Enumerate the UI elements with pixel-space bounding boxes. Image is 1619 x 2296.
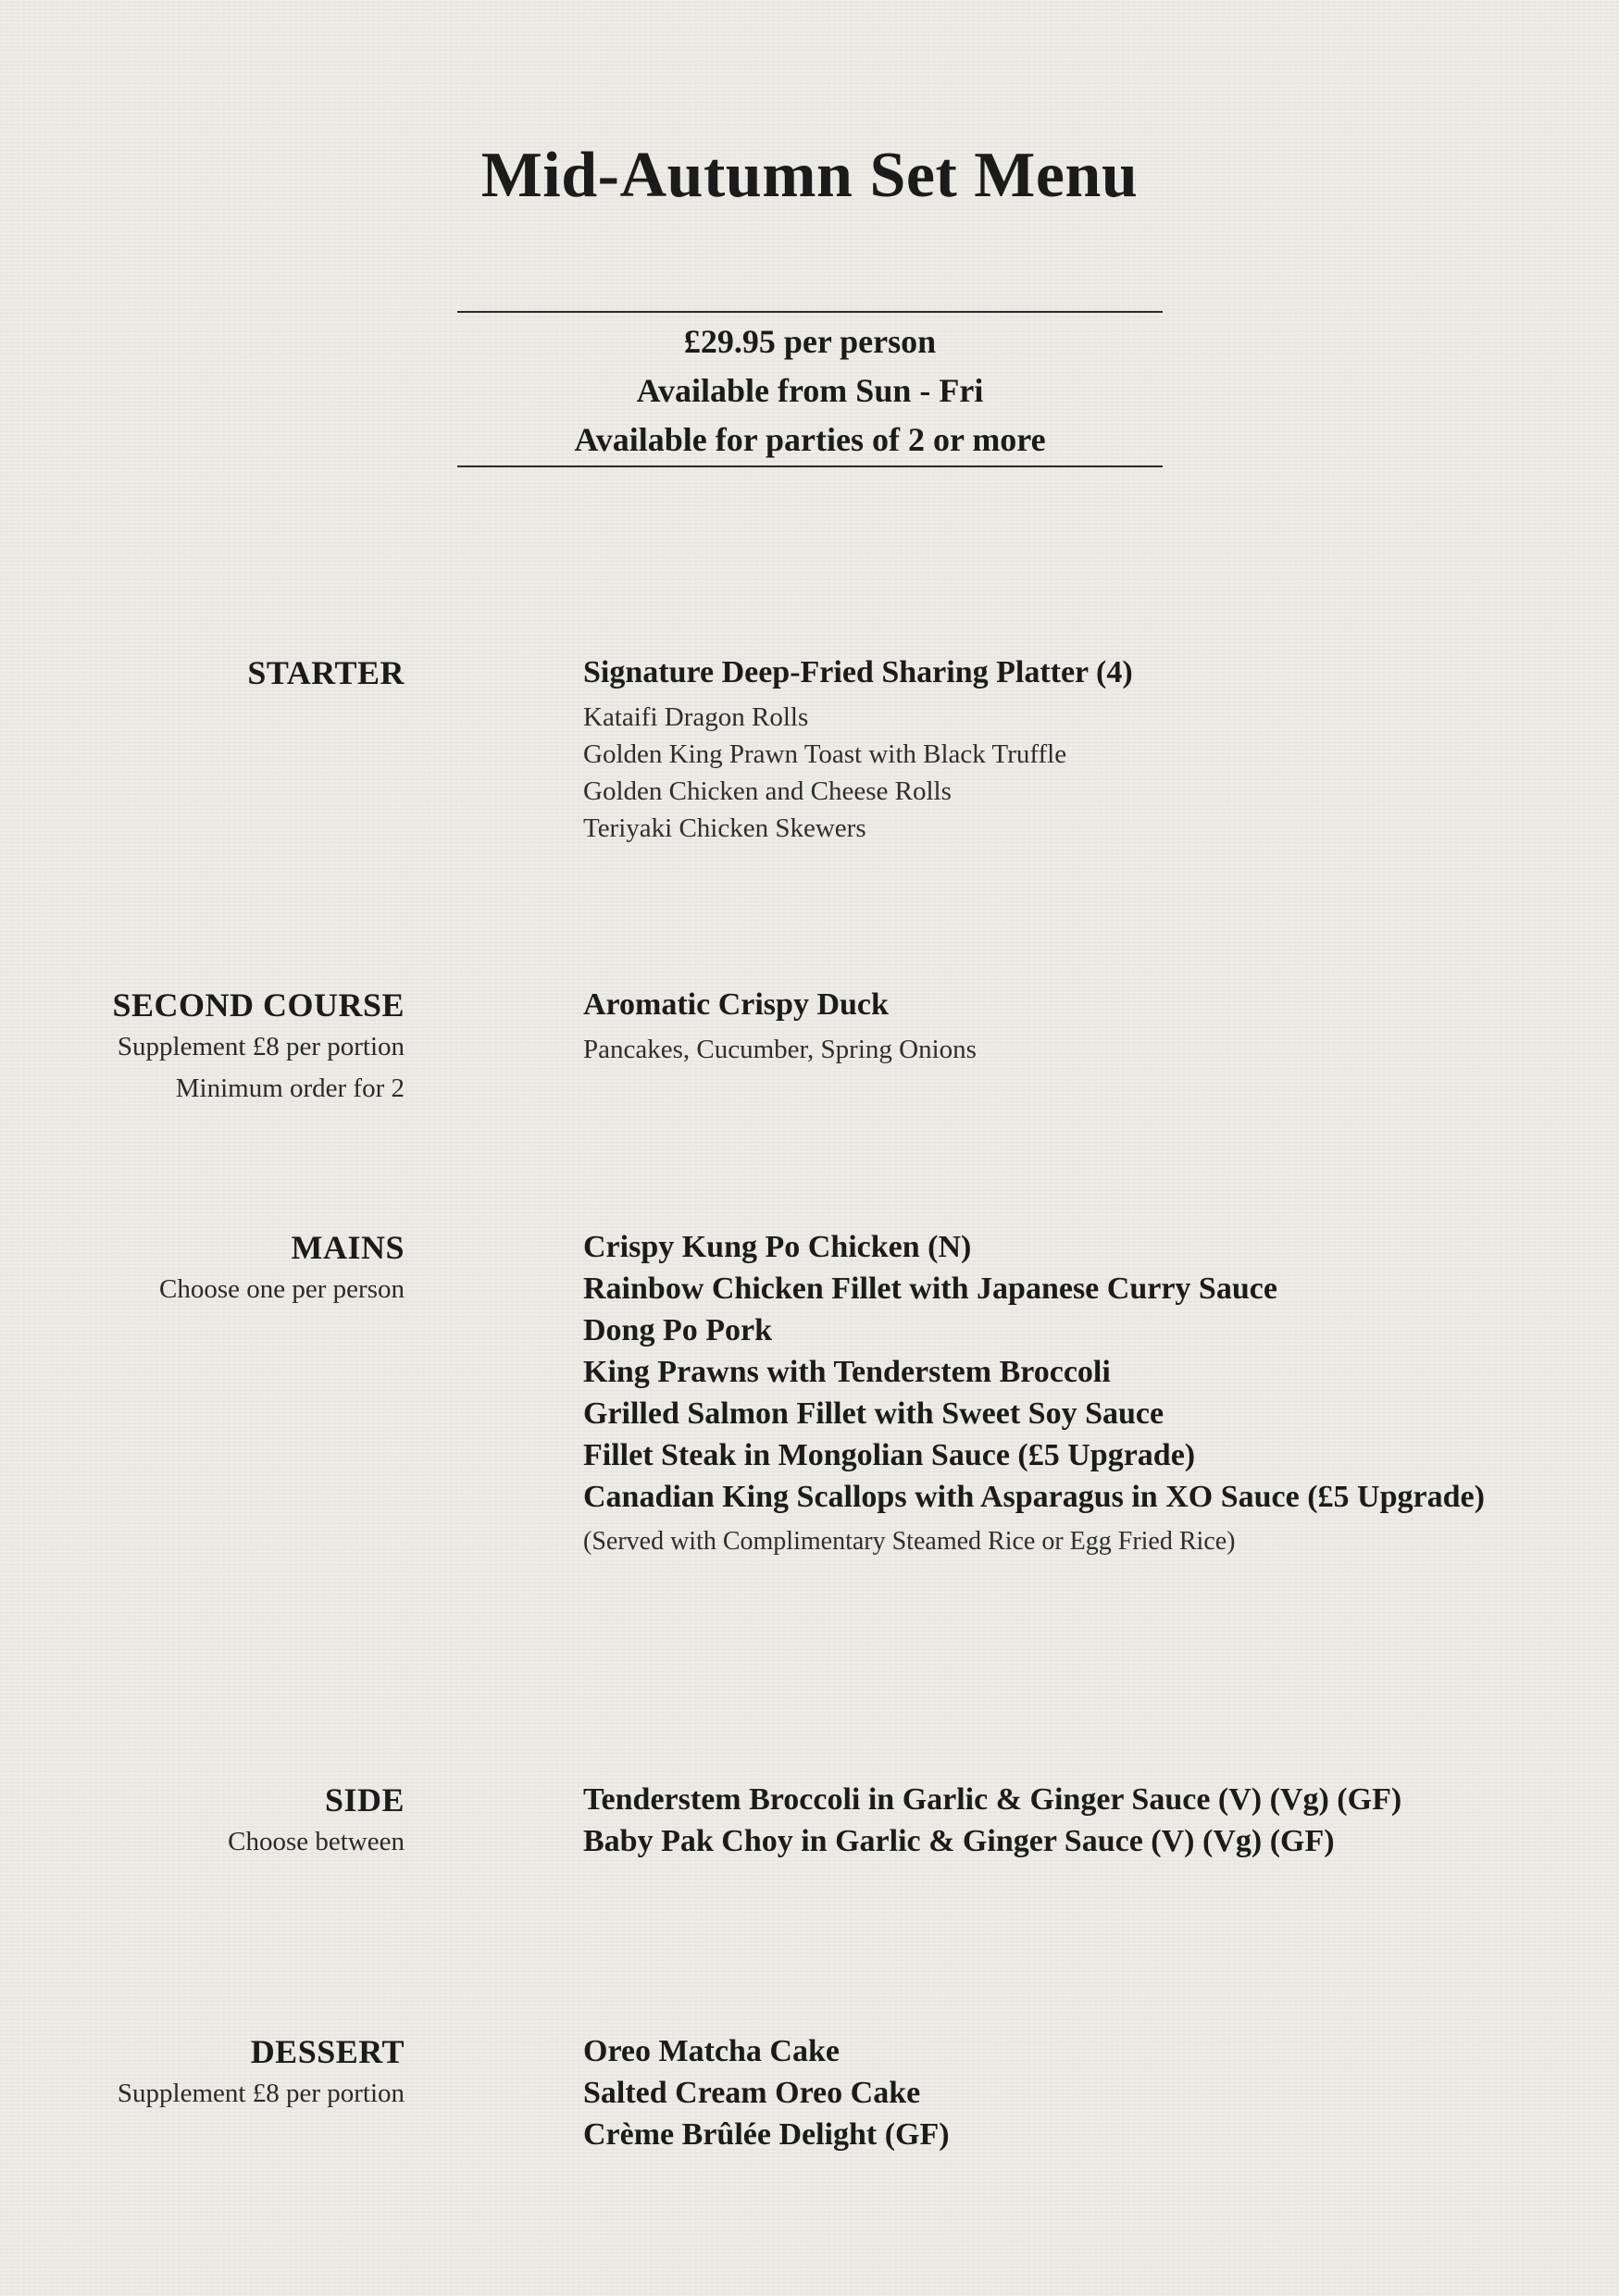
- dessert-item: Oreo Matcha Cake: [583, 2034, 840, 2068]
- dessert-items: [583, 2030, 950, 2155]
- mains-item: Dong Po Pork: [583, 1313, 772, 1347]
- mains-note: Choose one per person: [159, 1274, 405, 1304]
- mains-item: King Prawns with Tenderstem Broccoli: [583, 1355, 1111, 1389]
- price-per-person: £29.95 per person: [683, 323, 937, 360]
- mains-heading: MAINS: [291, 1229, 405, 1266]
- divider-bottom: [457, 465, 1163, 467]
- side-heading: SIDE: [324, 1781, 405, 1818]
- dessert-item: Crème Brûlée Delight (GF): [583, 2117, 950, 2152]
- divider-top: [457, 311, 1163, 313]
- mains-label-column: [159, 1226, 405, 1310]
- starter-item: Signature Deep-Fried Sharing Platter (4): [583, 655, 1133, 689]
- dessert-note: Supplement £8 per portion: [117, 2079, 405, 2108]
- menu-title: Mid-Autumn Set Menu: [480, 140, 1139, 211]
- mains-items: [583, 1226, 1485, 1560]
- mains-item: Fillet Steak in Mongolian Sauce (£5 Upgrade): [583, 1438, 1196, 1472]
- starter-items: [583, 652, 1133, 847]
- dessert-label-column: [118, 2030, 405, 2115]
- second-course-items: [583, 984, 977, 1068]
- menu-info: [457, 317, 1163, 465]
- starter-description: Golden King Prawn Toast with Black Truffle: [583, 739, 1067, 769]
- second-course-heading: SECOND COURSE: [112, 987, 405, 1024]
- second-course-minimum: Minimum order for 2: [175, 1074, 405, 1103]
- mains-item: Crispy Kung Po Chicken (N): [583, 1230, 972, 1264]
- second-course-supplement: Supplement £8 per portion: [117, 1032, 405, 1061]
- side-label-column: [228, 1779, 405, 1863]
- starter-description: Teriyaki Chicken Skewers: [583, 813, 866, 843]
- side-note: Choose between: [228, 1827, 405, 1856]
- starter-description: Kataifi Dragon Rolls: [583, 702, 809, 732]
- mains-item: Canadian King Scallops with Asparagus in XO Sauce (£5 Upgrade): [583, 1480, 1485, 1514]
- side-item: Baby Pak Choy in Garlic & Ginger Sauce (V) (Vg) (GF): [583, 1824, 1335, 1858]
- starter-description: Golden Chicken and Cheese Rolls: [583, 776, 952, 806]
- second-course-label-column: [112, 984, 405, 1110]
- second-course-description: Pancakes, Cucumber, Spring Onions: [583, 1035, 977, 1064]
- party-size-requirement: Available for parties of 2 or more: [574, 421, 1046, 458]
- side-items: [583, 1779, 1401, 1862]
- mains-item: Rainbow Chicken Fillet with Japanese Curry Sauce: [583, 1272, 1277, 1306]
- dessert-item: Salted Cream Oreo Cake: [583, 2076, 921, 2110]
- availability-days: Available from Sun - Fri: [636, 372, 984, 409]
- starter-label-column: [247, 652, 405, 694]
- starter-heading: STARTER: [247, 654, 405, 691]
- dessert-heading: DESSERT: [250, 2033, 405, 2070]
- side-item: Tenderstem Broccoli in Garlic & Ginger Sauce (V) (Vg) (GF): [583, 1782, 1402, 1817]
- mains-footnote: (Served with Complimentary Steamed Rice or Egg Fried Rice): [583, 1527, 1236, 1556]
- second-course-item: Aromatic Crispy Duck: [583, 987, 889, 1022]
- mains-item: Grilled Salmon Fillet with Sweet Soy Sauce: [583, 1396, 1164, 1431]
